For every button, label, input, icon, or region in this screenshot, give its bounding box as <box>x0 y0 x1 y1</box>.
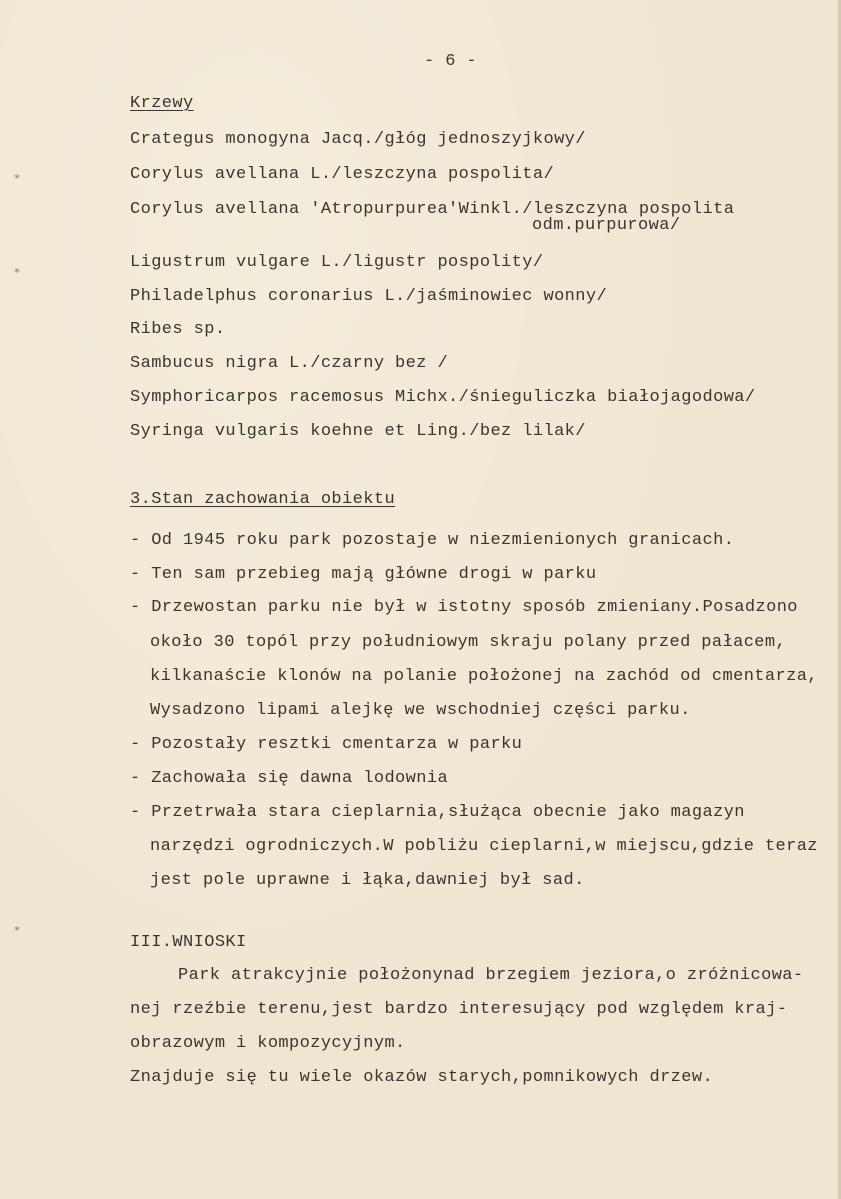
shrub-item: Ribes sp. <box>130 320 226 339</box>
shrub-item: Sambucus nigra L./czarny bez / <box>130 354 449 373</box>
state-line: - Zachowała się dawna lodownia <box>130 769 449 788</box>
conclusions-line: nej rzeźbie terenu,jest bardzo interesujący pod względem kraj- <box>130 1000 788 1019</box>
shrub-item: Symphoricarpos racemosus Michx./śnieguliczka białojagodowa/ <box>130 388 756 407</box>
state-line: - Pozostały resztki cmentarza w parku <box>130 735 523 754</box>
state-line: około 30 topól przy południowym skraju polany przed pałacem, <box>150 633 787 652</box>
state-line: - Przetrwała stara cieplarnia,służąca obecnie jako magazyn <box>130 803 745 822</box>
shrubs-heading: Krzewy <box>130 94 194 113</box>
state-line: - Drzewostan parku nie był w istotny sposób zmieniany.Posadzono <box>130 598 798 617</box>
state-line: narzędzi ogrodniczych.W pobliżu cieplarni,w miejscu,gdzie teraz <box>150 837 818 856</box>
shrub-item: Corylus avellana 'Atropurpurea'Winkl./leszczyna pospolita <box>130 200 735 219</box>
binding-hole-mark: ⁎ <box>14 169 21 183</box>
binding-hole-mark: ⁎ <box>14 921 21 935</box>
conclusions-heading: III.WNIOSKI <box>130 933 247 952</box>
shrub-item: Corylus avellana L./leszczyna pospolita/ <box>130 165 555 184</box>
conclusions-line: Znajduje się tu wiele okazów starych,pomnikowych drzew. <box>130 1068 714 1087</box>
state-heading: 3.Stan zachowania obiektu <box>130 490 396 509</box>
page-number: - 6 - <box>424 52 478 71</box>
shrub-item: Syringa vulgaris koehne et Ling./bez lilak/ <box>130 422 586 441</box>
shrub-item-continuation: odm.purpurowa/ <box>532 216 681 235</box>
state-line: - Ten sam przebieg mają główne drogi w parku <box>130 565 597 584</box>
shrub-item: Philadelphus coronarius L./jaśminowiec wonny/ <box>130 287 608 306</box>
binding-hole-mark: ⁎ <box>14 263 21 277</box>
shrub-item: Crategus monogyna Jacq./głóg jednoszyjkowy/ <box>130 130 586 149</box>
conclusions-line: Park atrakcyjnie położonynad brzegiem jeziora,o zróżnicowa- <box>178 966 804 985</box>
state-line: Wysadzono lipami alejkę we wschodniej części parku. <box>150 701 691 720</box>
shrub-item: Ligustrum vulgare L./ligustr pospolity/ <box>130 253 544 272</box>
state-line: - Od 1945 roku park pozostaje w niezmienionych granicach. <box>130 531 735 550</box>
state-line: kilkanaście klonów na polanie położonej na zachód od cmentarza, <box>150 667 818 686</box>
state-line: jest pole uprawne i łąka,dawniej był sad. <box>150 871 585 890</box>
conclusions-line: obrazowym i kompozycyjnym. <box>130 1034 406 1053</box>
